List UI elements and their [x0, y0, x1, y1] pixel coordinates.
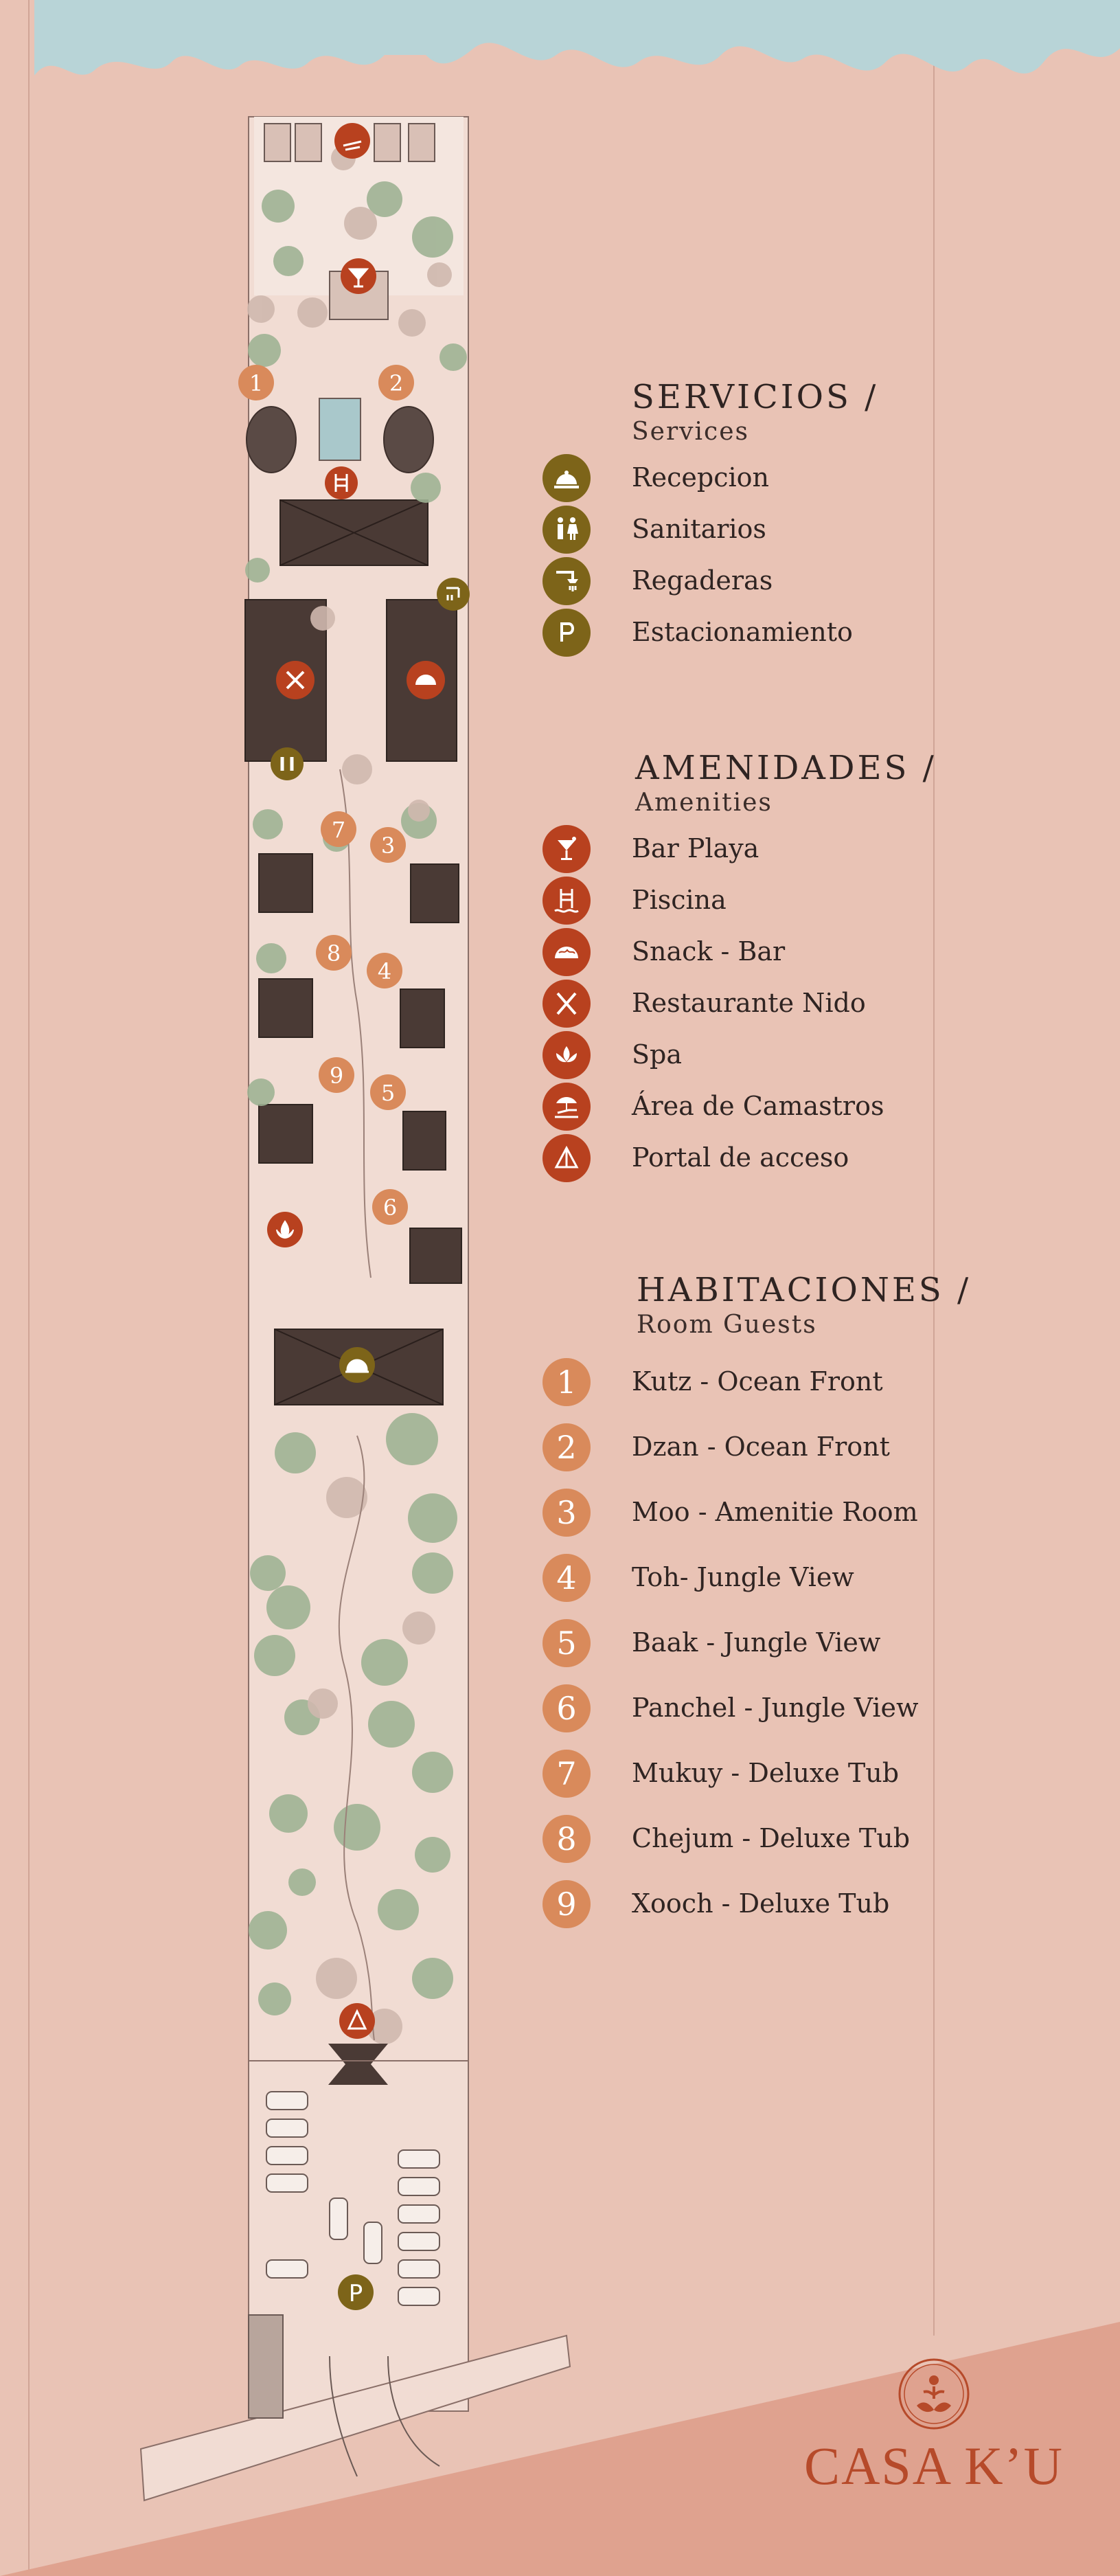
shower-icon — [542, 557, 591, 605]
room-number: 9 — [556, 1886, 577, 1923]
legend-item-recepcion — [542, 454, 1106, 506]
taco-icon — [542, 928, 591, 976]
legend-label: Restaurante Nido — [632, 988, 866, 1018]
room-marker-4: 4 — [377, 958, 392, 984]
room-label: Xooch - Deluxe Tub — [632, 1888, 890, 1919]
room-label: Baak - Jungle View — [632, 1627, 881, 1658]
gate-house — [249, 2315, 283, 2418]
amenidades-subtitle: Amenities — [635, 789, 773, 817]
room-number: 6 — [556, 1690, 577, 1727]
parking-icon — [542, 609, 591, 657]
room-item-5 — [542, 1619, 1106, 1684]
legend-label: Área de Camastros — [632, 1091, 884, 1121]
servicios-subtitle: Services — [632, 418, 749, 446]
room-number: 5 — [556, 1625, 577, 1662]
room-number: 4 — [556, 1559, 577, 1596]
room-label: Moo - Amenitie Room — [632, 1497, 918, 1527]
legend-item-regaderas — [542, 557, 1106, 609]
room-marker-9: 9 — [329, 1063, 344, 1089]
marker-portal — [339, 2003, 375, 2039]
legend-label: Bar Playa — [632, 833, 759, 863]
legend-label: Snack - Bar — [632, 936, 786, 967]
legend-label: Recepcion — [632, 462, 769, 493]
restroom-icon — [542, 506, 591, 554]
room-number-badge — [542, 1619, 591, 1667]
servicios-title: SERVICIOS / — [632, 378, 879, 416]
fork-knife-icon — [542, 980, 591, 1028]
legend-item-portal — [542, 1134, 1106, 1186]
room-number-badge — [542, 1358, 591, 1406]
room-number: 1 — [556, 1364, 577, 1401]
legend-label: Spa — [632, 1039, 683, 1070]
lotus-meditation-logo-icon — [896, 2356, 972, 2432]
marker-restaurant — [276, 661, 315, 699]
pool — [319, 398, 361, 460]
marker-restrooms — [271, 747, 304, 780]
marker-spa — [267, 1212, 303, 1247]
room-item-8 — [542, 1815, 1106, 1880]
legend-habitaciones — [542, 1271, 1106, 1945]
habitaciones-subtitle: Room Guests — [637, 1311, 817, 1339]
legend-label: Portal de acceso — [632, 1142, 849, 1173]
marker-snack-bar — [407, 661, 445, 699]
legend-item-spa — [542, 1031, 1106, 1083]
room-item-3 — [542, 1489, 1106, 1554]
legend-item-snack-bar — [542, 928, 1106, 980]
room-item-4 — [542, 1554, 1106, 1619]
legend-servicios — [542, 378, 1106, 660]
legend-amenidades — [542, 749, 1106, 1186]
reception-bell-icon — [542, 454, 591, 502]
room-label: Chejum - Deluxe Tub — [632, 1823, 911, 1853]
marker-parking-label: P — [348, 2280, 363, 2307]
room-marker-3: 3 — [380, 833, 396, 859]
legend-item-restaurante-nido — [542, 980, 1106, 1031]
room-item-7 — [542, 1750, 1106, 1815]
legend-item-camastros — [542, 1083, 1106, 1134]
room-number: 3 — [556, 1494, 577, 1531]
room-number-badge — [542, 1750, 591, 1798]
room-marker-5: 5 — [380, 1080, 396, 1106]
room-label: Mukuy - Deluxe Tub — [632, 1758, 900, 1788]
room-label: Kutz - Ocean Front — [632, 1366, 883, 1397]
room-number: 7 — [556, 1755, 577, 1792]
room-item-9 — [542, 1880, 1106, 1945]
pyramid-icon — [542, 1134, 591, 1182]
room-item-6 — [542, 1684, 1106, 1750]
room-label: Toh- Jungle View — [632, 1562, 854, 1592]
room-item-2 — [542, 1423, 1106, 1489]
sunbed-icon — [542, 1083, 591, 1131]
room-item-1 — [542, 1358, 1106, 1423]
brand-logo — [797, 2356, 1071, 2494]
amenidades-title: AMENIDADES / — [635, 749, 937, 787]
marker-shower — [437, 578, 470, 611]
legend-item-estacionamiento — [542, 609, 1106, 660]
cocktail-icon — [542, 825, 591, 873]
legend-item-piscina — [542, 877, 1106, 928]
room-marker-6: 6 — [382, 1195, 398, 1221]
room-number: 8 — [556, 1820, 577, 1857]
marker-pool — [325, 466, 358, 499]
room-marker-7: 7 — [331, 817, 346, 843]
room-number-badge — [542, 1423, 591, 1471]
room-number-badge — [542, 1554, 591, 1602]
pool-ladder-icon — [542, 877, 591, 925]
legend-item-bar-playa — [542, 825, 1106, 877]
room-number-badge — [542, 1684, 591, 1732]
lotus-icon — [542, 1031, 591, 1079]
brand-name: CASA K’U — [804, 2436, 1064, 2496]
marker-sunbeds — [334, 123, 370, 159]
room-marker-8: 8 — [326, 940, 341, 967]
room-marker-1: 1 — [249, 370, 264, 396]
legend-item-sanitarios — [542, 506, 1106, 557]
room-number: 2 — [556, 1429, 577, 1466]
legend-label: Sanitarios — [632, 514, 766, 544]
marker-parking — [338, 2274, 374, 2310]
habitaciones-title: HABITACIONES / — [637, 1271, 972, 1309]
legend-label: Estacionamiento — [632, 617, 853, 647]
legend-label: Regaderas — [632, 565, 773, 596]
room-number-badge — [542, 1815, 591, 1863]
legend-label: Piscina — [632, 885, 727, 915]
room-label: Panchel - Jungle View — [632, 1693, 919, 1723]
room-number-badge — [542, 1880, 591, 1928]
marker-reception — [339, 1347, 375, 1383]
room-marker-2: 2 — [389, 370, 404, 396]
room-label: Dzan - Ocean Front — [632, 1432, 890, 1462]
room-number-badge — [542, 1489, 591, 1537]
marker-beach-bar — [341, 258, 376, 294]
